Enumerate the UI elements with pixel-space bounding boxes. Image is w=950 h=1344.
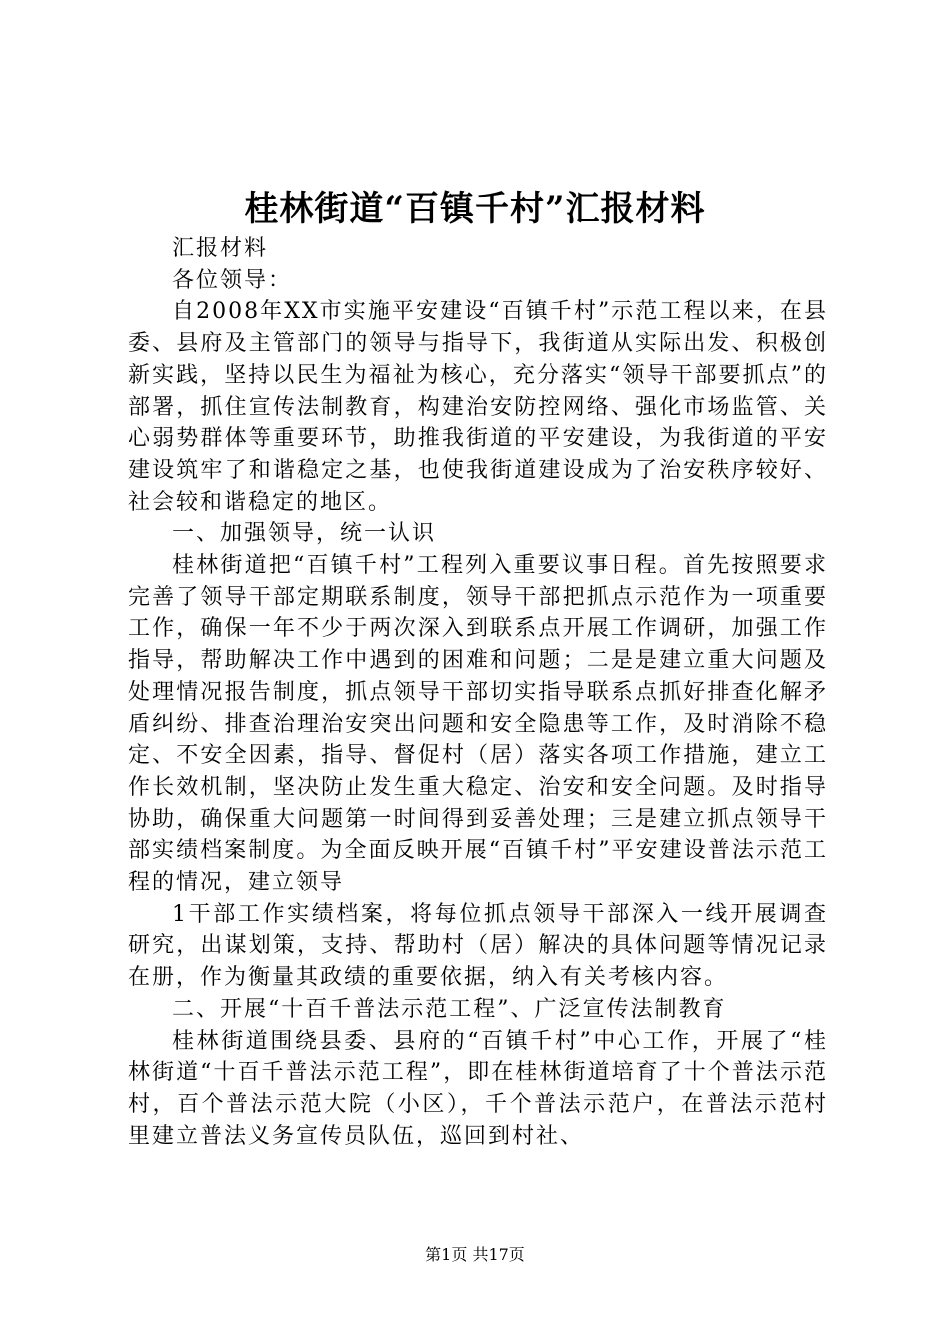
paragraph-salutation: 各位领导：	[172, 267, 293, 293]
section-heading-2: 二、开展“十百千普法示范工程”、广泛宣传法制教育	[172, 996, 727, 1022]
paragraph-heading-label: 汇报材料	[172, 236, 269, 261]
paragraph-section-2: 桂林街道围绕县委、县府的“百镇千村”中心工作，开展了“桂林街道“十百千普法示范工程”，即在桂林街道培育了十个普法示范村，百个普法示范大院（小区），千个普法示范户，在普法示范村里建立普法义务宣传员队伍，巡回到村社、	[128, 1028, 828, 1149]
document-title: 桂林街道“百镇千村”汇报材料	[244, 189, 706, 229]
page-footer: 第1页 共17页	[425, 1245, 525, 1264]
paragraph-intro: 自2008年XX市实施平安建设“百镇千村”示范工程以来，在县委、县府及主管部门的领导与指导下，我街道从实际出发、积极创新实践，坚持以民生为福祉为核心，充分落实“领导干部要抓点”的部署，抓住宣传法制教育，构建治安防控网络、强化市场监管、关心弱势群体等重要环节，助推我街道的平安建设，为我街道的平安建设筑牢了和谐稳定之基，也使我街道建设成为了治安秩序较好、社会较和谐稳定的地区。	[128, 299, 828, 515]
paragraph-section-1-cont: 1干部工作实绩档案，将每位抓点领导干部深入一线开展调查研究，出谋划策，支持、帮助村（居）解决的具体问题等情况记录在册，作为衡量其政绩的重要依据，纳入有关考核内容。	[128, 901, 828, 991]
document-body	[128, 233, 828, 1152]
paragraph-section-1: 桂林街道把“百镇千村”工程列入重要议事日程。首先按照要求完善了领导干部定期联系制度，领导干部把抓点示范作为一项重要工作，确保一年不少于两次深入到联系点开展工作调研，加强工作指导，帮助解决工作中遇到的困难和问题；二是是建立重大问题及处理情况报告制度，抓点领导干部切实指导联系点抓好排查化解矛盾纠纷、排查治理治安突出问题和安全隐患等工作，及时消除不稳定、不安全因素，指导、督促村（居）落实各项工作措施，建立工作长效机制，坚决防止发生重大稳定、治安和安全问题。及时指导协助，确保重大问题第一时间得到妥善处理；三是建立抓点领导干部实绩档案制度。为全面反映开展“百镇千村”平安建设普法示范工程的情况，建立领导	[128, 553, 828, 896]
section-heading-1: 一、加强领导，统一认识	[172, 521, 437, 547]
